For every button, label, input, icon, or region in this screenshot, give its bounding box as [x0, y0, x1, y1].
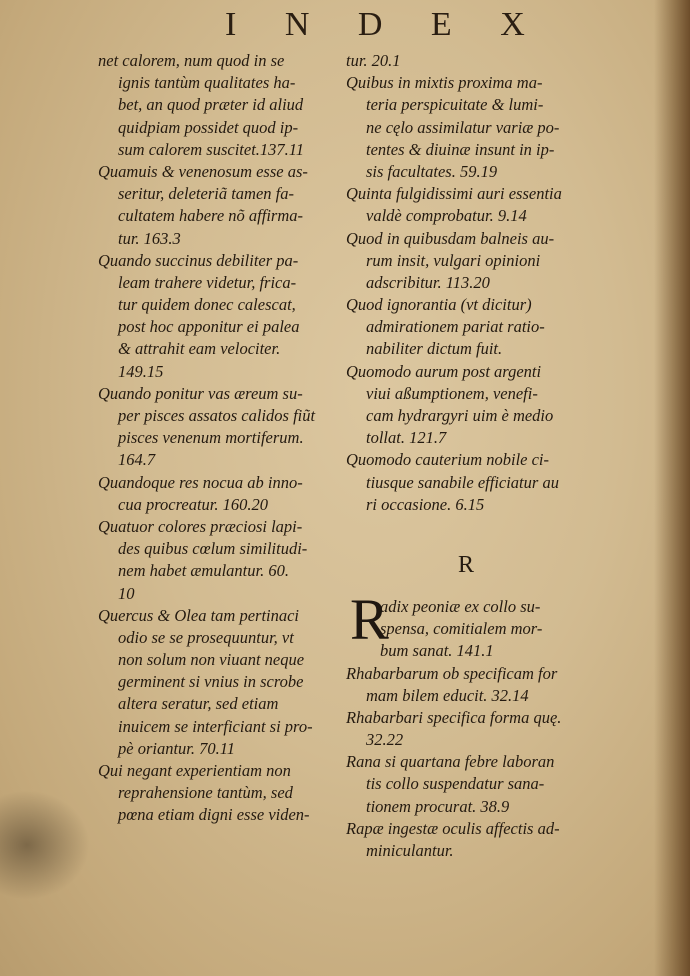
index-entry-line: Quod ignorantia (vt dicitur)	[346, 295, 532, 315]
index-entry-line: sis facultates. 59.19	[366, 161, 498, 181]
index-entry-line: quidpiam possidet quod ip-	[118, 117, 299, 137]
index-entry-line: ri occasione. 6.15	[366, 494, 485, 514]
index-entry-line: rum insit, vulgari opinioni	[366, 250, 541, 270]
index-entry	[346, 228, 586, 295]
index-entry	[98, 472, 336, 516]
index-entry-line: 10	[118, 583, 135, 603]
index-entry-line: non solum non viuant neque	[118, 650, 305, 670]
index-entry	[98, 605, 336, 760]
page-header-title: I N D E X	[225, 6, 545, 43]
index-entry-line: Qui negant experientiam non	[98, 761, 291, 780]
index-entry	[346, 449, 586, 516]
index-entry-line: teria perspicuitate & lumi-	[366, 95, 544, 115]
index-entry-line: ne cęlo assimilatur variæ po-	[366, 117, 560, 137]
right-column	[346, 50, 586, 862]
index-entry-line: pè oriantur. 70.11	[118, 738, 236, 758]
index-entry	[346, 707, 586, 751]
index-entry-line: bet, an quod præter id aliud	[118, 95, 304, 115]
index-entry-line: pœna etiam digni esse viden-	[118, 805, 310, 825]
index-entry-line: tentes & diuinæ insunt in ip-	[366, 139, 555, 159]
index-entry-line: tis collo suspendatur sana-	[366, 774, 545, 794]
index-entry-line: nem habet æmulantur. 60.	[118, 561, 289, 581]
index-entry-line: Quando ponitur vas æreum su-	[98, 383, 303, 403]
index-entry	[346, 72, 586, 183]
index-entry-line: Quibus in mixtis proxima ma-	[346, 73, 543, 93]
index-entry-line: tur. 20.1	[346, 51, 401, 70]
index-entry-line: cultatem habere nõ affirma-	[118, 206, 303, 226]
index-entry-line: post hoc apponitur ei palea	[118, 317, 300, 337]
index-entry-line: Quandoque res nocua ab inno-	[98, 472, 303, 492]
index-entry	[98, 50, 336, 161]
index-entry-line: net calorem, num quod in se	[98, 51, 285, 70]
index-entry-line: & attrahit eam velociter.	[118, 339, 281, 359]
index-entry	[98, 760, 336, 827]
index-entry-line: Rana si quartana febre laboran	[346, 752, 555, 772]
index-entry-line: odio se se prosequuntur, vt	[118, 627, 294, 647]
index-entry-line: Rapæ ingestæ oculis affectis ad-	[346, 818, 560, 838]
index-entry-line: 164.7	[118, 450, 156, 470]
index-entry-line: cam hydrargyri uim è medio	[366, 406, 554, 425]
index-entry-line: inuicem se interficiant si pro-	[118, 716, 313, 736]
page-stain	[0, 790, 90, 900]
index-entry-line: Rhabarbarum ob specificam for	[346, 663, 558, 683]
index-entry-line: adscribitur. 113.20	[366, 272, 490, 292]
index-entry-line: tiusque sanabile efficiatur au	[366, 472, 559, 492]
index-entry	[98, 161, 336, 250]
index-entry-line: 32.22	[366, 730, 404, 750]
index-entry-line: Quando succinus debiliter pa-	[98, 250, 299, 270]
index-entry-line: reprahensione tantùm, sed	[118, 783, 293, 803]
index-entry	[346, 751, 586, 818]
index-entry-line: Quercus & Olea tam pertinaci	[98, 605, 300, 625]
index-entry-line: Quinta fulgidissimi auri essentia	[346, 184, 562, 204]
dropcap-entry-line: spensa, comitialem mor-	[380, 619, 543, 639]
index-entry-line: Quod in quibusdam balneis au-	[346, 228, 555, 248]
right-column-r-entries	[346, 663, 586, 863]
index-entry-line: pisces venenum mortiferum.	[118, 428, 304, 448]
index-entry-line: per pisces assatos calidos fiũt	[118, 406, 316, 425]
index-entry-line: Quomodo aurum post argenti	[346, 361, 542, 381]
index-entry-line: sum calorem suscitet.137.11	[118, 139, 305, 159]
index-entry-line: miniculantur.	[366, 841, 454, 860]
index-entry	[346, 183, 586, 227]
left-column	[98, 50, 336, 827]
index-entry-line: cua procreatur. 160.20	[118, 494, 269, 514]
index-entry-line: altera seratur, sed etiam	[118, 694, 279, 714]
index-entry-line: leam trahere videtur, frica-	[118, 272, 297, 292]
index-entry	[346, 50, 586, 72]
index-entry-line: seritur, deleteriã tamen fa-	[118, 184, 294, 204]
index-entry-line: Quomodo cauterium nobile ci-	[346, 450, 550, 470]
dropcap-letter: R	[350, 586, 389, 652]
index-entry	[98, 516, 336, 605]
index-entry-line: tur. 163.3	[118, 228, 181, 248]
index-entry	[346, 294, 586, 361]
index-entry-line: germinent si vnius in scrobe	[118, 672, 304, 692]
index-entry-line: admirationem pariat ratio-	[366, 317, 545, 337]
index-entry-line: tur quidem donec calescat,	[118, 295, 296, 315]
index-entry-line: ignis tantùm qualitates ha-	[118, 73, 296, 93]
index-entry	[98, 250, 336, 383]
index-entry-line: Quatuor colores præciosi lapi-	[98, 516, 303, 536]
page-edge-shadow	[654, 0, 690, 976]
section-letter-heading: R	[457, 551, 474, 578]
index-entry-line: mam bilem educit. 32.14	[366, 685, 529, 705]
section-gap	[346, 516, 586, 546]
index-entry-line: 149.15	[118, 361, 164, 381]
dropcap-entry-line: bum sanat. 141.1	[380, 641, 494, 661]
index-entry-line: Quamuis & venenosum esse as-	[98, 161, 308, 181]
index-entry-line: tionem procurat. 38.9	[366, 796, 510, 816]
index-entry	[98, 383, 336, 472]
index-entry	[346, 361, 586, 450]
right-column-q-entries	[346, 50, 586, 516]
index-entry-line: valdè comprobatur. 9.14	[366, 206, 527, 226]
index-entry-line: des quibus cœlum similitudi-	[118, 539, 308, 559]
index-entry-line: viui aßumptionem, venefi-	[366, 383, 538, 403]
index-entry-line: nabiliter dictum fuit.	[366, 339, 503, 359]
index-entry-line: Rhabarbari specifica forma quę.	[346, 707, 562, 727]
index-entry	[346, 818, 586, 862]
index-entry	[346, 663, 586, 707]
dropcap-entry-line: adix peoniæ ex collo su-	[380, 596, 541, 616]
index-entry-line: tollat. 121.7	[366, 428, 447, 448]
dropcap-entry	[346, 586, 586, 663]
